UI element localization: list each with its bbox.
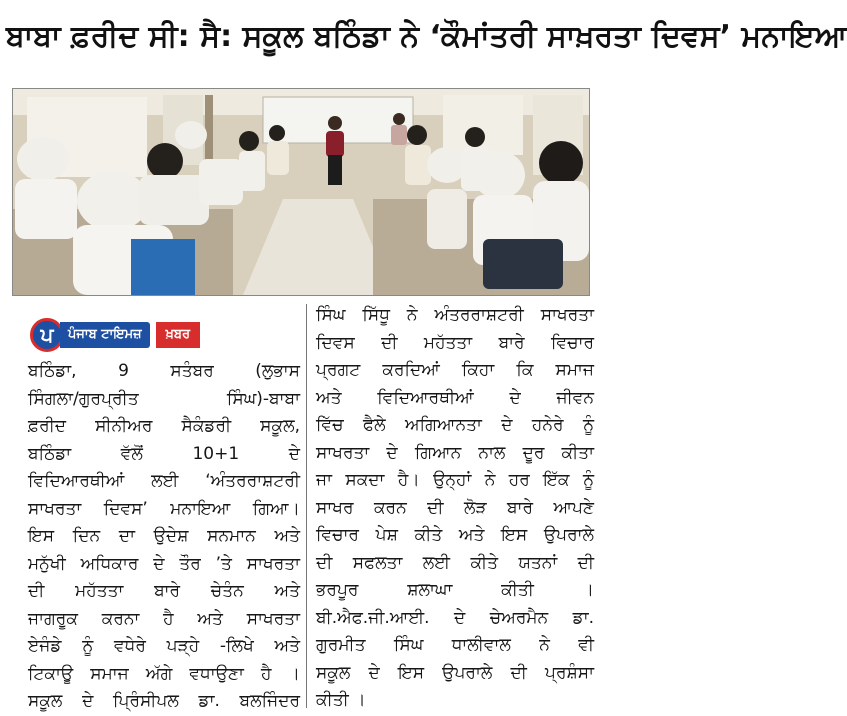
- article-line: ਬੀ.ਐਫ.ਜੀ.ਆਈ. ਦੇ ਚੇਅਰਮੈਨ ਡਾ.: [316, 607, 594, 628]
- article-line: ਸਾਖਰਤਾ ਦੇ ਗਿਆਨ ਨਾਲ ਦੂਰ ਕੀਤਾ: [316, 442, 594, 463]
- article-line: ਮਨੁੱਖੀ ਅਧਿਕਾਰ ਦੇ ਤੌਰ ’ਤੇ ਸਾਖਰਤਾ: [28, 553, 300, 574]
- headline: ਬਾਬਾ ਫ਼ਰੀਦ ਸੀ: ਸੈ: ਸਕੂਲ ਬਠਿੰਡਾ ਨੇ ‘ਕੌਮਾਂਤਰੀ ਸਾਖ਼ਰਤਾ ਦਿਵਸ’ ਮਨਾਇਆ: [6, 19, 847, 54]
- logo-letter: ਪ: [40, 323, 54, 347]
- newspaper-name: ਪੰਜਾਬ ਟਾਇਮਜ਼: [60, 322, 150, 348]
- article-line: ਏਜੰਡੇ ਨੂੰ ਵਧੇਰੇ ਪੜ੍ਹੇ -ਲਿਖੇ ਅਤੇ: [28, 636, 300, 656]
- article-line: ਦਿਵਸ ਦੀ ਮਹੱਤਤਾ ਬਾਰੇ ਵਿਚਾਰ: [316, 332, 594, 353]
- article-line: ਵਿੱਚ ਫੈਲੇ ਅਗਿਆਨਤਾ ਦੇ ਹਨੇਰੇ ਨੂੰ: [316, 415, 594, 435]
- article-line: ਪ੍ਰਗਟ ਕਰਦਿਆਂ ਕਿਹਾ ਕਿ ਸਮਾਜ: [316, 360, 594, 380]
- classroom-photo: [12, 88, 590, 296]
- article-line: ਗੁਰਮੀਤ ਸਿੰਘ ਧਾਲੀਵਾਲ ਨੇ ਵੀ: [316, 635, 594, 655]
- newspaper-logo-icon: [30, 318, 64, 352]
- article-line: ਵਿਚਾਰ ਪੇਸ਼ ਕੀਤੇ ਅਤੇ ਇਸ ਉਪਰਾਲੇ: [316, 525, 594, 545]
- article-line: ਸਾਖਰ ਕਰਨ ਦੀ ਲੋੜ ਬਾਰੇ ਆਪਣੇ: [316, 497, 594, 518]
- article-line: ਬਠਿੰਡਾ, 9 ਸਤੰਬਰ (ਲੁਭਾਸ: [28, 361, 300, 381]
- article-line: ਸਕੂਲ ਦੇ ਪ੍ਰਿੰਸੀਪਲ ਡਾ. ਬਲਜਿੰਦਰ: [28, 691, 300, 711]
- article-line: ਭਰਪੂਰ ਸ਼ਲਾਘਾ ਕੀਤੀ ।: [316, 580, 594, 600]
- article-line: ਬਠਿੰਡਾ ਵੱਲੋਂ 10+1 ਦੇ: [28, 443, 300, 464]
- article-line: ਅਤੇ ਵਿਦਿਆਰਥੀਆਂ ਦੇ ਜੀਵਨ: [316, 387, 594, 408]
- article-line: ਕੀਤੀ ।: [316, 690, 366, 710]
- news-tag: ਖ਼ਬਰ: [156, 322, 200, 348]
- article-column-left: [28, 358, 300, 716]
- article-line: ਦੀ ਸਫਲਤਾ ਲਈ ਕੀਤੇ ਯਤਨਾਂ ਦੀ: [316, 552, 594, 573]
- article-line: ਵਿਦਿਆਰਥੀਆਂ ਲਈ ‘ਅੰਤਰਰਾਸ਼ਟਰੀ: [28, 471, 300, 491]
- classroom-photo-illustration: [13, 89, 589, 295]
- article-line: ਇਸ ਦਿਨ ਦਾ ਉਦੇਸ਼ ਸਨਮਾਨ ਅਤੇ: [28, 526, 300, 546]
- article-line: ਜਾਗਰੂਕ ਕਰਨਾ ਹੈ ਅਤੇ ਸਾਖਰਤਾ: [28, 608, 300, 629]
- article-line: ਟਿਕਾਊ ਸਮਾਜ ਅੱਗੇ ਵਧਾਉਣਾ ਹੈ ।: [28, 663, 300, 684]
- article-column-right: [316, 302, 594, 715]
- column-divider: [306, 304, 307, 708]
- article-line: ਜਾ ਸਕਦਾ ਹੈ। ਉਨ੍ਹਾਂ ਨੇ ਹਰ ਇੱਕ ਨੂੰ: [316, 470, 594, 490]
- article-line: ਸਾਖਰਤਾ ਦਿਵਸ’ ਮਨਾਇਆ ਗਿਆ।: [28, 498, 300, 519]
- newspaper-masthead: [30, 318, 292, 352]
- article-line: ਦੀ ਮਹੱਤਤਾ ਬਾਰੇ ਚੇਤੰਨ ਅਤੇ: [28, 581, 300, 601]
- article-line: ਫ਼ਰੀਦ ਸੀਨੀਅਰ ਸੈਕੰਡਰੀ ਸਕੂਲ,: [28, 416, 300, 436]
- article-line: ਸਕੂਲ ਦੇ ਇਸ ਉਪਰਾਲੇ ਦੀ ਪ੍ਰਸ਼ੰਸਾ: [316, 662, 594, 683]
- article-line: ਸਿੰਗਲਾ/ਗੁਰਪ੍ਰੀਤ ਸਿੰਘ)-ਬਾਬਾ: [28, 388, 300, 409]
- article-line: ਸਿੰਘ ਸਿੱਧੂ ਨੇ ਅੰਤਰਰਾਸ਼ਟਰੀ ਸਾਖਰਤਾ: [316, 305, 594, 325]
